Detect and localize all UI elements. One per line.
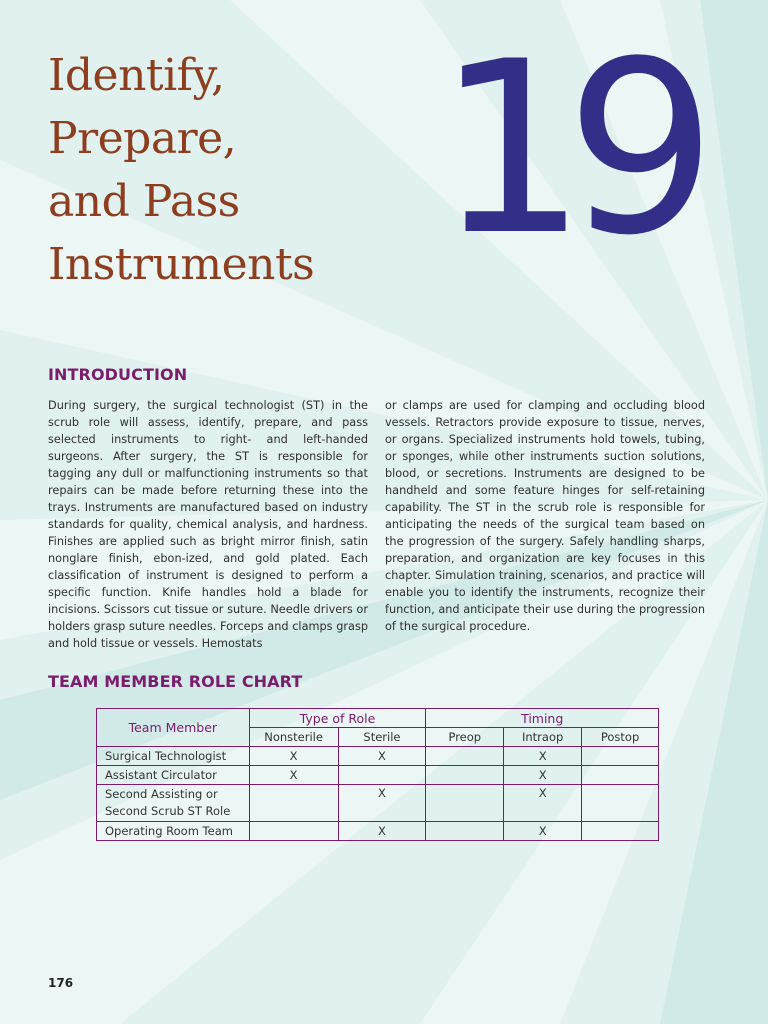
preop-cell: [426, 822, 504, 841]
team-member-line: Second Assisting or: [105, 787, 218, 801]
postop-cell: [582, 747, 659, 766]
chapter-title-line: and Pass: [48, 176, 240, 227]
preop-cell: [426, 785, 504, 822]
postop-cell: [582, 822, 659, 841]
type-of-role-header: Type of Role: [249, 709, 426, 728]
introduction-heading: INTRODUCTION: [48, 365, 188, 384]
chapter-title-line: Identify,: [48, 50, 225, 101]
chapter-title: [48, 44, 314, 296]
team-member-line: Second Scrub ST Role: [105, 804, 231, 818]
intraop-cell: X: [504, 766, 582, 785]
chapter-title-line: Prepare,: [48, 113, 237, 164]
nonsterile-cell: [249, 822, 338, 841]
team-member-cell: Surgical Technologist: [97, 747, 250, 766]
team-member-cell: Assistant Circulator: [97, 766, 250, 785]
sterile-cell: X: [338, 785, 426, 822]
introduction-text-column-2: or clamps are used for clamping and occluding blood vessels. Retractors provide exposure to tissue, nerves, or organs. Specialized instruments hold towels, tubing, or sponges, while other instruments suction solutions, blood, or secretions. Instruments are designed to be handheld and some feature hinges for self-retaining capability. The ST in the scrub role is responsible for anticipating the needs of the surgical team based on the progression of the surgery. Safely handling sharps, preparation, and organization are key focuses in this chapter. Simulation training, scenarios, and practice will enable you to identify the instruments, recognize their function, and anticipate their use during the progression of the surgical procedure.: [385, 399, 705, 633]
role-chart-heading: TEAM MEMBER ROLE CHART: [48, 672, 303, 691]
table-header-row: [97, 709, 659, 728]
sterile-cell: X: [338, 822, 426, 841]
postop-cell: [582, 766, 659, 785]
table-row: [97, 766, 659, 785]
chapter-number: 19: [436, 11, 695, 288]
sterile-cell: X: [338, 747, 426, 766]
team-member-cell: Operating Room Team: [97, 822, 250, 841]
chapter-title-line: Instruments: [48, 239, 315, 290]
introduction-text-column-1: During surgery, the surgical technologist (ST) in the scrub role will assess, identify, prepare, and pass selected instruments to right- and left-handed surgeons. After surgery, the ST is responsible for tagging any dull or malfunctioning instruments so that repairs can be made before returning these into the trays. Instruments are manufactured based on industry standards for quality, chemical analysis, and hardness. Finishes are applied such as bright mirror finish, satin nonglare finish, ebon-ized, and gold plated. Each classification of instrument is designed to perform a specific function. Knife handles hold a blade for incisions. Scissors cut tissue or suture. Needle drivers or holders grasp suture needles. Forceps and clamps grasp and hold tissue or vessels. Hemostats: [48, 399, 368, 650]
preop-header: Preop: [426, 728, 504, 747]
team-member-header: Team Member: [97, 709, 250, 747]
table-row: [97, 785, 659, 822]
intraop-cell: X: [504, 822, 582, 841]
table-row: [97, 747, 659, 766]
nonsterile-cell: X: [249, 747, 338, 766]
timing-header: Timing: [426, 709, 659, 728]
intraop-cell: X: [504, 785, 582, 822]
page-number: 176: [48, 976, 74, 990]
preop-cell: [426, 766, 504, 785]
team-member-role-table: [96, 708, 659, 841]
preop-cell: [426, 747, 504, 766]
postop-cell: [582, 785, 659, 822]
intraop-header: Intraop: [504, 728, 582, 747]
sterile-header: Sterile: [338, 728, 426, 747]
table-row: [97, 822, 659, 841]
sterile-cell: [338, 766, 426, 785]
team-member-cell: [97, 785, 250, 822]
intraop-cell: X: [504, 747, 582, 766]
nonsterile-cell: X: [249, 766, 338, 785]
nonsterile-cell: [249, 785, 338, 822]
nonsterile-header: Nonsterile: [249, 728, 338, 747]
postop-header: Postop: [582, 728, 659, 747]
